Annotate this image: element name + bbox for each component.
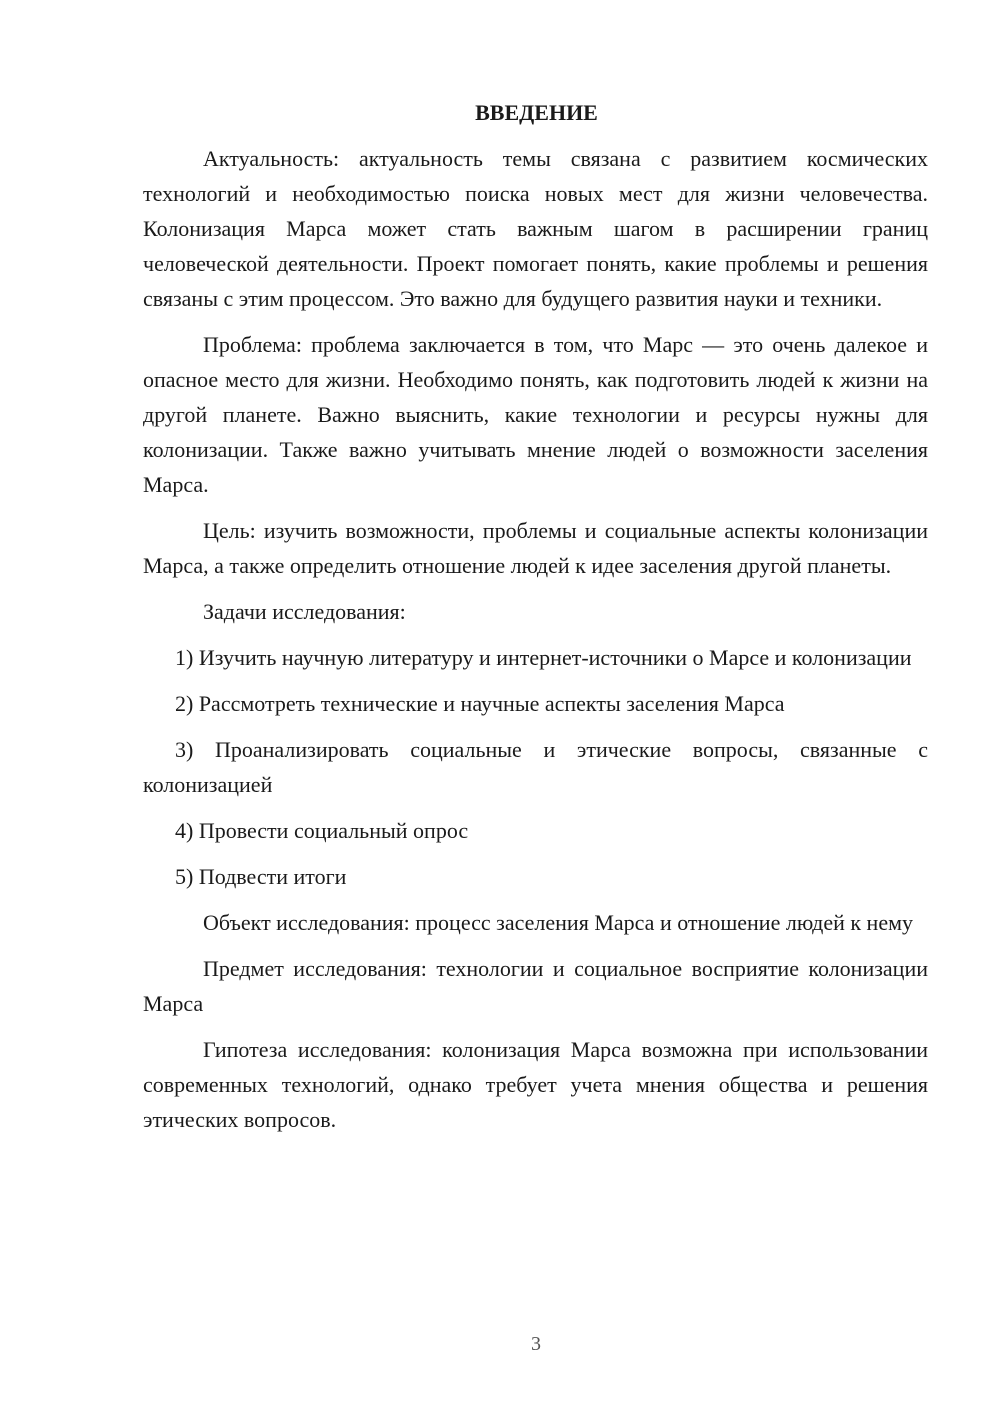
tasks-heading: Задачи исследования: xyxy=(203,599,406,624)
page-title: ВВЕДЕНИЕ xyxy=(475,100,598,125)
document-page xyxy=(143,95,928,1148)
hypothesis-paragraph: Гипотеза исследования: колонизация Марса возможна при использовании современных технологий, однако требует учета мнения общества и решения этических вопросов. xyxy=(143,1037,928,1132)
task-item-4: 4) Провести социальный опрос xyxy=(175,818,469,843)
relevance-paragraph: Актуальность: актуальность темы связана с развитием космических технологий и необходимостью поиска новых мест для жизни человечества. Колонизация Марса может стать важным шагом в расширении границ человеческой деятельности. Проект помогает понять, какие проблемы и решения связаны с этим процессом. Это важно для будущего развития науки и техники. xyxy=(143,146,928,311)
goal-paragraph: Цель: изучить возможности, проблемы и социальные аспекты колонизации Марса, а также определить отношение людей к идее заселения другой планеты. xyxy=(143,518,928,578)
page-number: 3 xyxy=(531,1333,541,1355)
object-paragraph: Объект исследования: процесс заселения Марса и отношение людей к нему xyxy=(203,910,914,935)
task-item-1: 1) Изучить научную литературу и интернет-источники о Марсе и колонизации xyxy=(175,645,912,670)
task-item-3: 3) Проанализировать социальные и этические вопросы, связанные с колонизацией xyxy=(143,737,928,797)
task-item-2: 2) Рассмотреть технические и научные аспекты заселения Марса xyxy=(175,691,785,716)
task-item-5: 5) Подвести итоги xyxy=(175,864,347,889)
problem-paragraph: Проблема: проблема заключается в том, что Марс — это очень далекое и опасное место для жизни. Необходимо понять, как подготовить людей к жизни на другой планете. Важно выяснить, какие технологии и ресурсы нужны для колонизации. Также важно учитывать мнение людей о возможности заселения Марса. xyxy=(143,332,928,497)
subject-paragraph: Предмет исследования: технологии и социальное восприятие колонизации Марса xyxy=(143,956,928,1016)
